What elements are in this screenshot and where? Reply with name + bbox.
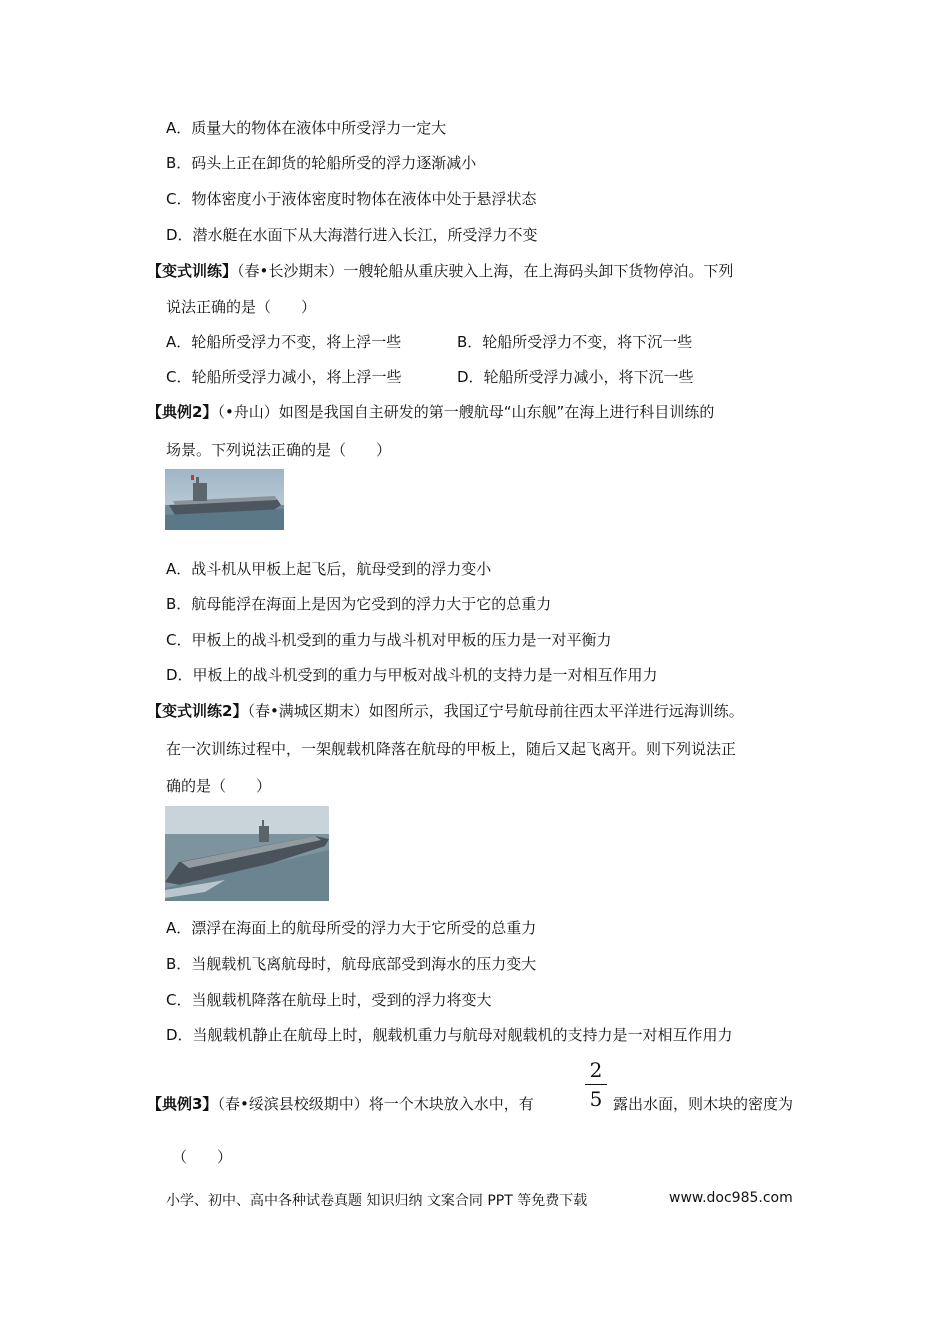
footer-text: 小学、初中、高中各种试卷真题 知识归纳 文案合同 PPT 等免费下载 (166, 1193, 588, 1209)
v1-option-b: B．轮船所受浮力不变，将下沉一些 (457, 333, 693, 351)
e3-question (147, 1094, 534, 1114)
footer-site-link[interactable]: www.doc985.com (669, 1190, 793, 1206)
v2-option-b: B．当舰载机飞离航母时，航母底部受到海水的压力变大 (166, 955, 537, 973)
v1-option-c: C．轮船所受浮力减小，将上浮一些 (166, 368, 402, 386)
e2-stem-line1: （•舟山）如图是我国自主研发的第一艘航母“山东舰”在海上进行科目训练的 (217, 403, 715, 421)
v1-option-a: A．轮船所受浮力不变，将上浮一些 (166, 333, 402, 351)
e3-tag: 【典例3】 (147, 1095, 218, 1113)
e3-stem-after: 露出水面，则木块的密度为 (613, 1095, 794, 1113)
aircraft-carrier-photo-2 (165, 806, 329, 901)
v2-stem-line1: （春•满城区期末）如图所示，我国辽宁号航母前往西太平洋进行远海训练。 (247, 702, 744, 720)
v2-stem-line2: 在一次训练过程中，一架舰载机降落在航母的甲板上，随后又起飞离开。则下列说法正 (166, 740, 737, 758)
v1-option-d: D．轮船所受浮力减小，将下沉一些 (457, 368, 694, 386)
v1-stem-line2: 说法正确的是（ ） (166, 298, 317, 316)
q1-option-d: D．潜水艇在水面下从大海潜行进入长江，所受浮力不变 (166, 226, 538, 244)
v2-question (147, 701, 744, 721)
v2-option-a: A．漂浮在海面上的航母所受的浮力大于它所受的总重力 (166, 919, 537, 937)
v2-tag: 【变式训练2】 (147, 702, 248, 720)
fraction-bar (585, 1084, 607, 1085)
v1-stem-line1: （春•长沙期末）一艘轮船从重庆驶入上海，在上海码头卸下货物停泊。下列 (237, 262, 734, 280)
q1-option-c: C．物体密度小于液体密度时物体在液体中处于悬浮状态 (166, 190, 537, 208)
fraction-two-fifths (582, 1058, 610, 1111)
e2-option-a: A．战斗机从甲板上起飞后，航母受到的浮力变小 (166, 560, 492, 578)
v1-tag: 【变式训练】 (147, 262, 238, 280)
fraction-numerator: 2 (589, 1058, 603, 1082)
v2-stem-line3: 确的是（ ） (166, 777, 272, 795)
page-footer (166, 1190, 793, 1210)
e2-stem-line2: 场景。下列说法正确的是（ ） (166, 441, 392, 459)
e3-stem-before: （春•绥滨县校级期中）将一个木块放入水中，有 (217, 1095, 534, 1113)
e2-question (147, 402, 714, 422)
aircraft-carrier-photo-1 (165, 469, 284, 530)
e2-tag: 【典例2】 (147, 403, 218, 421)
v2-option-d: D．当舰载机静止在航母上时，舰载机重力与航母对舰载机的支持力是一对相互作用力 (166, 1026, 733, 1044)
e2-option-d: D．甲板上的战斗机受到的重力与甲板对战斗机的支持力是一对相互作用力 (166, 666, 658, 684)
q1-option-b: B．码头上正在卸货的轮船所受的浮力逐渐减小 (166, 154, 477, 172)
fraction-denominator: 5 (589, 1087, 603, 1111)
v2-option-c: C．当舰载机降落在航母上时，受到的浮力将变大 (166, 991, 492, 1009)
e2-option-b: B．航母能浮在海面上是因为它受到的浮力大于它的总重力 (166, 595, 552, 613)
v1-question (147, 261, 733, 281)
q1-option-a: A．质量大的物体在液体中所受浮力一定大 (166, 119, 447, 137)
e2-option-c: C．甲板上的战斗机受到的重力与战斗机对甲板的压力是一对平衡力 (166, 631, 612, 649)
e3-stem-line2: （ ） (172, 1148, 233, 1166)
